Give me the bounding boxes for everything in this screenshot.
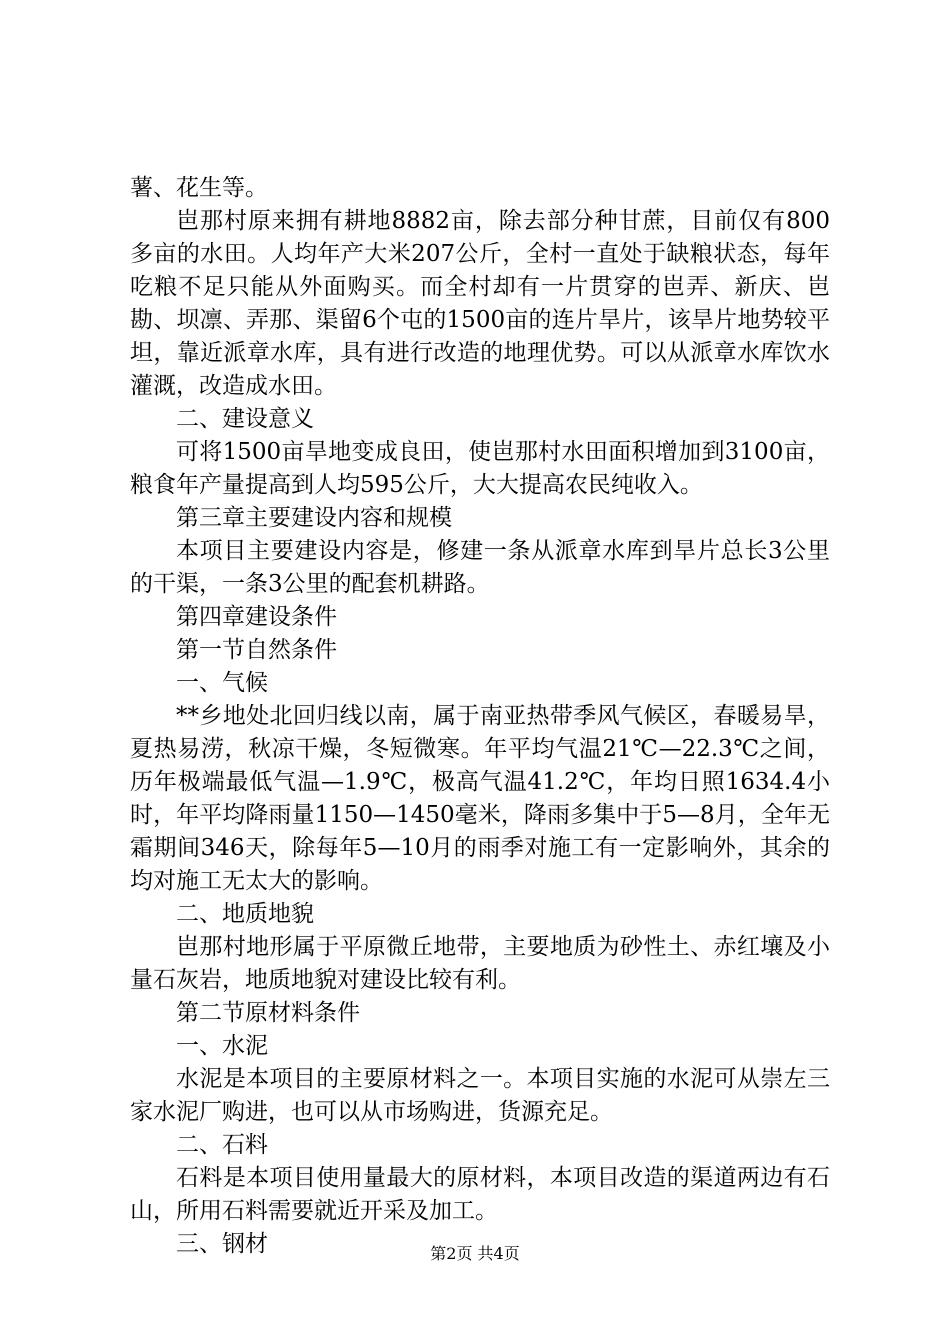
subheading-cement: 一、水泥 <box>176 1033 268 1059</box>
paragraph-significance: 可将1500亩旱地变成良田，使岜那村水田面积增加到3100亩，粮食年产量提高到人均595公斤，大大提高农民纯收入。 <box>130 439 830 498</box>
section-heading-materials: 第二节原材料条件 <box>176 1000 360 1026</box>
subheading-climate: 一、气候 <box>176 670 268 696</box>
document-body <box>130 172 830 1261</box>
section-heading-significance: 二、建设意义 <box>176 406 314 432</box>
page-footer <box>0 1244 950 1264</box>
paragraph-farmland-status: 岜那村原来拥有耕地8882亩，除去部分种甘蔗，目前仅有800多亩的水田。人均年产大米207公斤，全村一直处于缺粮状态，每年吃粮不足只能从外面购买。而全村却有一片贯穿的岜弄、新庆、岜勘、坝凛、弄那、渠留6个屯的1500亩的连片旱片，该旱片地势较平坦，靠近派章水库，具有进行改造的地理优势。可以从派章水库饮水灌溉，改造成水田。 <box>130 208 830 399</box>
paragraph-continuation: 薯、花生等。 <box>130 175 268 201</box>
subheading-steel: 三、钢材 <box>176 1231 268 1257</box>
chapter-heading-3: 第三章主要建设内容和规模 <box>176 505 452 531</box>
chapter-heading-4: 第四章建设条件 <box>176 604 337 630</box>
section-heading-natural: 第一节自然条件 <box>176 637 337 663</box>
paragraph-construction-content: 本项目主要建设内容是，修建一条从派章水库到旱片总长3公里的干渠，一条3公里的配套机耕路。 <box>130 538 830 597</box>
paragraph-climate: **乡地处北回归线以南，属于南亚热带季风气候区，春暖易旱，夏热易涝，秋凉干燥，冬短微寒。年平均气温21℃—22.3℃之间，历年极端最低气温—1.9℃，极高气温41.2℃，年均日照1634.4小时，年平均降雨量1150—1450毫米，降雨多集中于5—8月，全年无霜期间346天，除每年5—10月的雨季对施工有一定影响外，其余的均对施工无太大的影响。 <box>130 703 830 894</box>
page-number: 第2页 共4页 <box>430 1244 520 1263</box>
paragraph-geology: 岜那村地形属于平原微丘地带，主要地质为砂性土、赤红壤及小量石灰岩，地质地貌对建设比较有利。 <box>130 934 830 993</box>
paragraph-stone: 石料是本项目使用量最大的原材料，本项目改造的渠道两边有石山，所用石料需要就近开采及加工。 <box>130 1165 830 1224</box>
paragraph-cement: 水泥是本项目的主要原材料之一。本项目实施的水泥可从崇左三家水泥厂购进，也可以从市场购进，货源充足。 <box>130 1066 830 1125</box>
subheading-geology: 二、地质地貌 <box>176 901 314 927</box>
subheading-stone: 二、石料 <box>176 1132 268 1158</box>
